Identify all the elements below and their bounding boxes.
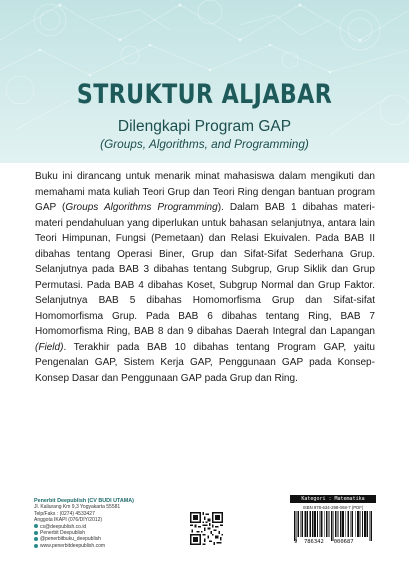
barcode-digits-right: 000687 [333,539,354,545]
isbn-number: ISBN 978-634-298-068-7 (PDF) [302,505,364,510]
publisher-facebook: Penerbit Deepublish [40,530,86,537]
synopsis-italic-2: (Field) [35,341,64,353]
book-subtitle-detail: (Groups, Algorithms, and Programming) [100,137,309,151]
globe-icon [34,544,38,548]
publisher-website: www.penerbitdeepublish.com [40,542,106,549]
publisher-phone: Telp/Faks : (0274) 4533427 [34,510,95,517]
book-title: STRUKTUR ALJABAR [76,79,333,110]
barcode-digits [294,539,374,545]
cover-header [0,0,409,163]
publisher-ikapi: Anggota IKAPI (076/DIY/2012) [34,517,103,524]
synopsis-text-2: ). Dalam BAB 1 dibahas materi-materi pendahuluan yang diperlukan untuk bahasan selanjutnya, antara lain Teori Himpunan, Fungsi (Pemetaan) dan Relasi Ekuivalen. Pada BAB II dibahas tentang Operasi Biner, Grup dan Sifat-Sifat Sederhana Grup. Selanjutnya pada BAB 3 dibahas tentang Subgrup, Grup Siklik dan Grup Permutasi. Pada BAB 4 dibahas Koset, Subgrup Normal dan Grup Faktor. Selanjutnya BAB 5 dibahas Homomorfisma Grup dan Sifat-sifat Homomorfisma Grup. Pada BAB 6 dibahas tentang Ring, BAB 7 Homomorfisma Ring, BAB 8 dan 9 dibahas Daerah Integral dan Lapangan [35,202,375,337]
book-subtitle: Dilengkapi Program GAP [117,118,292,135]
publisher-info [34,498,184,549]
barcode-digit-first: 9 [294,539,298,545]
category-label: Kategori : Matematika [290,495,376,503]
facebook-icon [34,531,38,535]
synopsis-paragraph [35,169,375,386]
book-synopsis [35,169,375,386]
publisher-email: cs@deepublish.co.id [40,523,87,530]
barcode [294,511,372,541]
email-icon [34,524,38,528]
synopsis-italic-1: Groups Algorithms Programming [65,202,218,213]
publisher-name: Penerbit Deepublish (CV BUDI UTAMA) [34,498,134,504]
synopsis-text-3: . Terakhir pada BAB 10 dibahas tentang Program GAP, yaitu Pengenalan GAP, Sistem Kerja GAP, Penggunaan GAP pada Konsep-Konsep Dasar dan Penggunaan GAP pada Grup dan Ring. [35,341,375,384]
instagram-icon [34,537,38,541]
barcode-digits-left: 786342 [303,539,324,545]
publisher-address: Jl. Kaliurang Km 9,3 Yogyakarta 55581 [34,504,121,511]
qr-code [190,512,223,545]
publisher-website-row [34,543,184,549]
publisher-instagram: @penerbitbuku_deepublish [40,536,101,543]
synopsis-text-1: Buku ini dirancang untuk menarik minat mahasiswa dalam mengikuti dan memahami mata kuliah Teori Grup dan Teori Ring dengan bantuan program GAP ( [35,171,375,213]
